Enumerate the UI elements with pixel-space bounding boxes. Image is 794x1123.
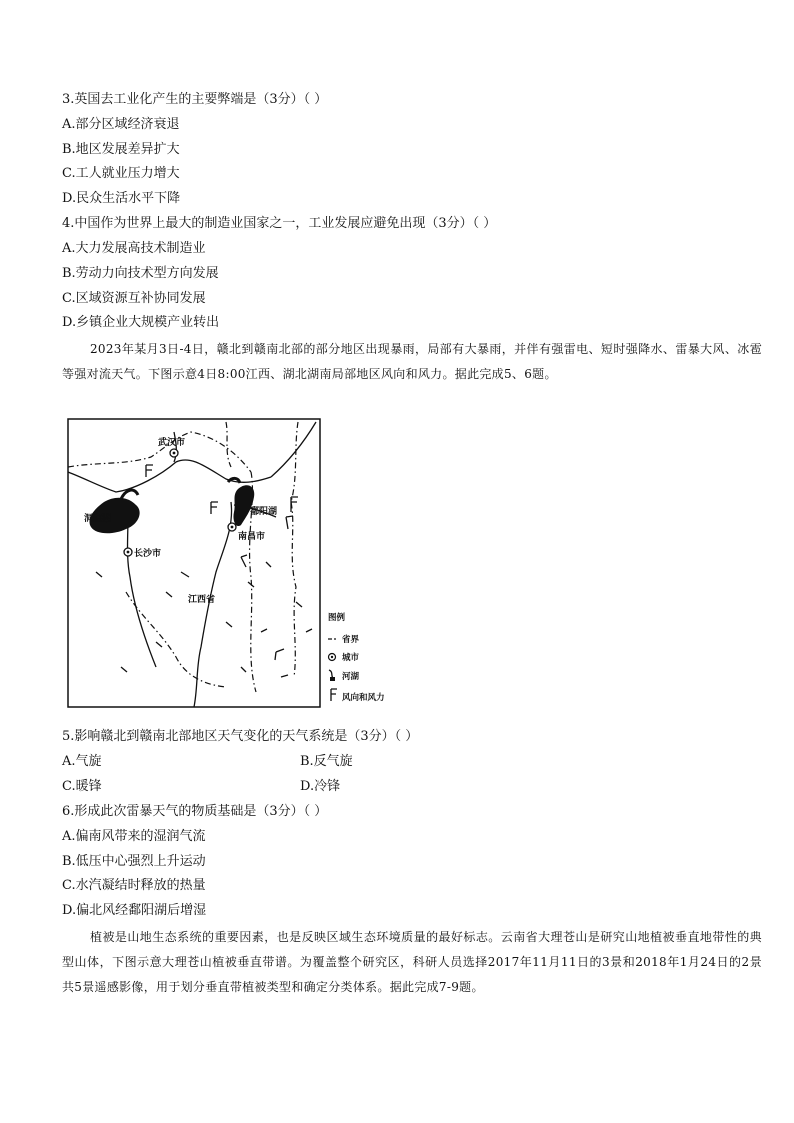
poyang-lake: [233, 485, 254, 526]
q5-option-b: B.反气旋: [300, 754, 353, 769]
q3-option-b: B.地区发展差异扩大: [62, 142, 180, 157]
passage-vegetation: 植被是山地生态系统的重要因素，也是反映区域生态环境质量的最好标志。云南省大理苍山是研究山地植被垂直地带性的典型山体，下图示意大理苍山植被垂直带谱。为覆盖整个研究区，科研人员选择2017年11月11日的3景和2018年1月24日的2景共5景遥感影像，用于划分垂直带植被类型和确定分类体系。据此完成7-9题。: [62, 930, 762, 994]
passage-weather: 2023年某月3日-4日，赣北到赣南北部的部分地区出现暴雨，局部有大暴雨，并伴有强雷电、短时强降水、雷暴大风、冰雹等强对流天气。下图示意4日8:00江西、湖北湖南局部地区风向和风力。据此完成5、6题。: [62, 342, 762, 381]
q5-stem: 5.影响赣北到赣南北部地区天气变化的天气系统是（3分）（ ）: [62, 729, 419, 744]
city-markers: [124, 449, 236, 556]
q6-option-a: A.偏南风带来的湿润气流: [62, 829, 206, 844]
q6-stem: 6.形成此次雷暴天气的物质基础是（3分）（ ）: [62, 804, 328, 819]
q4-option-d: D.乡镇企业大规模产业转出: [62, 315, 220, 330]
q4-option-c: C.区域资源互补协同发展: [62, 291, 206, 306]
legend-river: 河湖: [342, 672, 360, 682]
q3-option-d: D.民众生活水平下降: [62, 191, 181, 206]
map-legend: [328, 612, 385, 703]
q6-option-d: D.偏北风经鄱阳湖后增湿: [62, 903, 207, 918]
legend-city: 城市: [342, 653, 360, 663]
legend-title: 图例: [328, 613, 346, 623]
label-jiangxi: 江西省: [188, 595, 216, 605]
q4-option-b: B.劳动力向技术型方向发展: [62, 266, 219, 281]
legend-border: 省界: [342, 635, 360, 645]
label-poyang: 鄱阳湖: [250, 507, 278, 517]
q5-option-c: C.暖锋: [62, 779, 102, 794]
q3-stem: 3.英国去工业化产生的主要弊端是（3分）（ ）: [62, 92, 328, 107]
label-changsha: 长沙市: [134, 549, 162, 559]
q5-option-a: A.气旋: [62, 754, 102, 769]
q3-option-c: C.工人就业压力增大: [62, 166, 180, 181]
label-nanchang: 南昌市: [238, 532, 266, 542]
q6-option-b: B.低压中心强烈上升运动: [62, 854, 206, 869]
province-border-lines: [68, 422, 298, 692]
label-wuhan: 武汉市: [158, 438, 186, 448]
q3-option-a: A.部分区域经济衰退: [62, 117, 180, 132]
map-frame: [68, 419, 320, 707]
legend-wind: 风向和风力: [342, 693, 385, 703]
wind-map-figure: [66, 417, 391, 710]
q4-option-a: A.大力发展高技术制造业: [62, 241, 206, 256]
river-lines: [68, 422, 316, 707]
q4-stem: 4.中国作为世界上最大的制造业国家之一，工业发展应避免出现（3分）（ ）: [62, 216, 497, 231]
label-dongting: 洞庭湖: [84, 514, 112, 524]
q5-option-d: D.冷锋: [300, 779, 341, 794]
q6-option-c: C.水汽凝结时释放的热量: [62, 878, 206, 893]
